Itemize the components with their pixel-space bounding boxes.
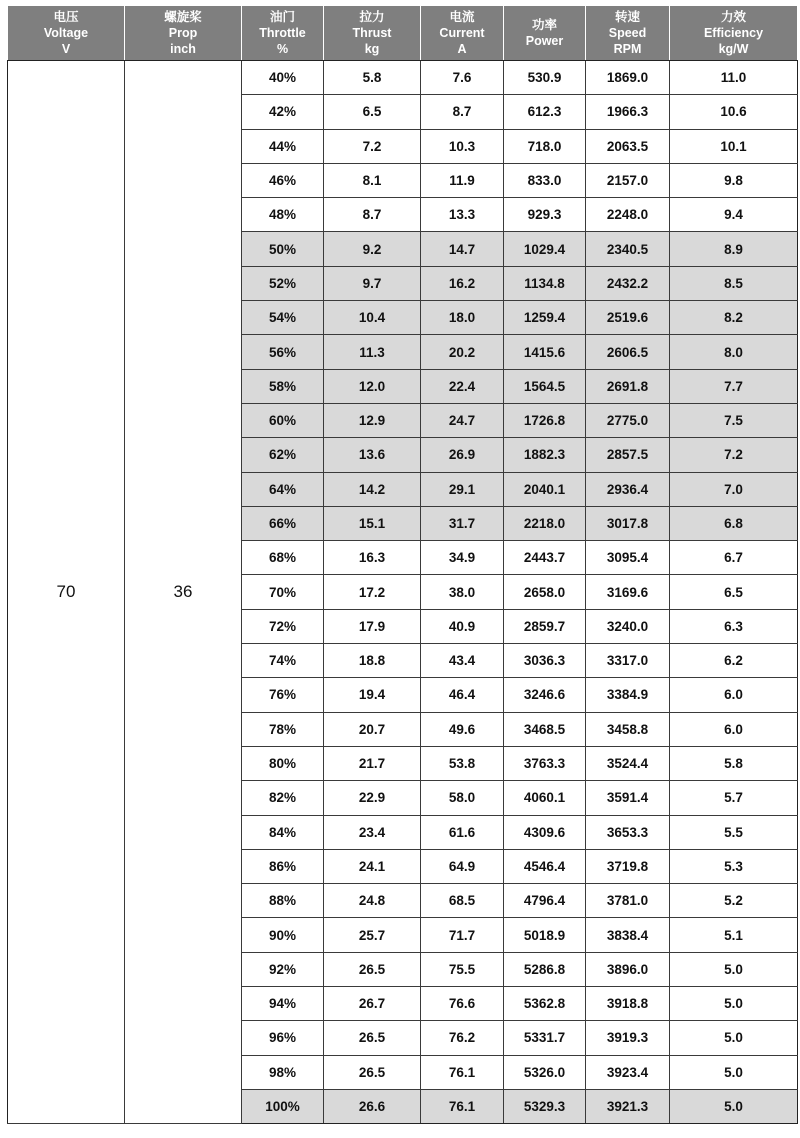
speed-cell: 2606.5 bbox=[586, 335, 670, 369]
header-power-cn: 功率 bbox=[531, 18, 557, 32]
current-cell: 76.6 bbox=[421, 987, 504, 1021]
efficiency-cell: 8.5 bbox=[670, 266, 798, 300]
header-efficiency-en: Efficiency bbox=[703, 26, 764, 40]
efficiency-cell: 10.1 bbox=[670, 129, 798, 163]
power-cell: 5329.3 bbox=[504, 1089, 586, 1123]
table-body bbox=[8, 61, 798, 1124]
thrust-cell: 20.7 bbox=[324, 712, 421, 746]
throttle-cell: 40% bbox=[242, 61, 324, 95]
header-thrust-unit: kg bbox=[364, 42, 380, 56]
thrust-cell: 26.5 bbox=[324, 1021, 421, 1055]
efficiency-cell: 7.5 bbox=[670, 403, 798, 437]
power-cell: 4796.4 bbox=[504, 884, 586, 918]
throttle-cell: 42% bbox=[242, 95, 324, 129]
thrust-cell: 17.9 bbox=[324, 609, 421, 643]
thrust-cell: 17.2 bbox=[324, 575, 421, 609]
efficiency-cell: 6.8 bbox=[670, 506, 798, 540]
header-thrust-en: Thrust bbox=[352, 26, 392, 40]
power-cell: 5286.8 bbox=[504, 952, 586, 986]
current-cell: 16.2 bbox=[421, 266, 504, 300]
thrust-cell: 23.4 bbox=[324, 815, 421, 849]
current-cell: 76.2 bbox=[421, 1021, 504, 1055]
thrust-cell: 9.7 bbox=[324, 266, 421, 300]
header-throttle-en: Throttle bbox=[259, 26, 306, 40]
speed-cell: 3591.4 bbox=[586, 781, 670, 815]
power-cell: 2040.1 bbox=[504, 472, 586, 506]
efficiency-cell: 5.2 bbox=[670, 884, 798, 918]
throttle-cell: 66% bbox=[242, 506, 324, 540]
power-cell: 5326.0 bbox=[504, 1055, 586, 1089]
efficiency-cell: 5.3 bbox=[670, 849, 798, 883]
thrust-cell: 8.7 bbox=[324, 198, 421, 232]
power-cell: 929.3 bbox=[504, 198, 586, 232]
efficiency-cell: 5.8 bbox=[670, 746, 798, 780]
header-current bbox=[421, 6, 504, 61]
efficiency-cell: 5.0 bbox=[670, 1021, 798, 1055]
speed-cell: 3921.3 bbox=[586, 1089, 670, 1123]
throttle-cell: 54% bbox=[242, 301, 324, 335]
current-cell: 20.2 bbox=[421, 335, 504, 369]
speed-cell: 3169.6 bbox=[586, 575, 670, 609]
power-cell: 3036.3 bbox=[504, 644, 586, 678]
throttle-cell: 84% bbox=[242, 815, 324, 849]
current-cell: 18.0 bbox=[421, 301, 504, 335]
throttle-cell: 58% bbox=[242, 369, 324, 403]
thrust-cell: 24.8 bbox=[324, 884, 421, 918]
efficiency-cell: 6.0 bbox=[670, 678, 798, 712]
speed-cell: 3919.3 bbox=[586, 1021, 670, 1055]
power-cell: 2859.7 bbox=[504, 609, 586, 643]
power-cell: 5362.8 bbox=[504, 987, 586, 1021]
header-efficiency-unit: kg/W bbox=[718, 42, 749, 56]
current-cell: 13.3 bbox=[421, 198, 504, 232]
header-speed-cn: 转速 bbox=[614, 10, 640, 24]
throttle-cell: 100% bbox=[242, 1089, 324, 1123]
efficiency-cell: 5.0 bbox=[670, 952, 798, 986]
speed-cell: 3781.0 bbox=[586, 884, 670, 918]
speed-cell: 3458.8 bbox=[586, 712, 670, 746]
efficiency-cell: 11.0 bbox=[670, 61, 798, 95]
thrust-cell: 26.6 bbox=[324, 1089, 421, 1123]
speed-cell: 3896.0 bbox=[586, 952, 670, 986]
header-efficiency bbox=[670, 6, 798, 61]
current-cell: 76.1 bbox=[421, 1055, 504, 1089]
thrust-cell: 18.8 bbox=[324, 644, 421, 678]
header-thrust-cn: 拉力 bbox=[359, 10, 385, 24]
speed-cell: 2432.2 bbox=[586, 266, 670, 300]
efficiency-cell: 5.0 bbox=[670, 1089, 798, 1123]
efficiency-cell: 7.7 bbox=[670, 369, 798, 403]
speed-cell: 2936.4 bbox=[586, 472, 670, 506]
current-cell: 24.7 bbox=[421, 403, 504, 437]
thrust-cell: 26.5 bbox=[324, 952, 421, 986]
thrust-cell: 10.4 bbox=[324, 301, 421, 335]
throttle-cell: 94% bbox=[242, 987, 324, 1021]
speed-cell: 3923.4 bbox=[586, 1055, 670, 1089]
power-cell: 1029.4 bbox=[504, 232, 586, 266]
current-cell: 75.5 bbox=[421, 952, 504, 986]
power-cell: 2218.0 bbox=[504, 506, 586, 540]
speed-cell: 2063.5 bbox=[586, 129, 670, 163]
thrust-cell: 19.4 bbox=[324, 678, 421, 712]
header-prop-en: Prop bbox=[168, 26, 198, 40]
thrust-cell: 16.3 bbox=[324, 541, 421, 575]
motor-test-table-container bbox=[7, 5, 797, 1124]
efficiency-cell: 10.6 bbox=[670, 95, 798, 129]
power-cell: 5331.7 bbox=[504, 1021, 586, 1055]
throttle-cell: 82% bbox=[242, 781, 324, 815]
speed-cell: 3918.8 bbox=[586, 987, 670, 1021]
thrust-cell: 21.7 bbox=[324, 746, 421, 780]
header-power bbox=[504, 6, 586, 61]
power-cell: 3468.5 bbox=[504, 712, 586, 746]
current-cell: 8.7 bbox=[421, 95, 504, 129]
throttle-cell: 78% bbox=[242, 712, 324, 746]
power-cell: 612.3 bbox=[504, 95, 586, 129]
header-prop-cn: 螺旋桨 bbox=[164, 10, 202, 24]
current-cell: 46.4 bbox=[421, 678, 504, 712]
power-cell: 5018.9 bbox=[504, 918, 586, 952]
current-cell: 22.4 bbox=[421, 369, 504, 403]
efficiency-cell: 5.0 bbox=[670, 987, 798, 1021]
header-voltage-en: Voltage bbox=[43, 26, 89, 40]
current-cell: 11.9 bbox=[421, 163, 504, 197]
throttle-cell: 72% bbox=[242, 609, 324, 643]
thrust-cell: 25.7 bbox=[324, 918, 421, 952]
header-voltage bbox=[8, 6, 125, 61]
throttle-cell: 52% bbox=[242, 266, 324, 300]
efficiency-cell: 6.5 bbox=[670, 575, 798, 609]
thrust-cell: 22.9 bbox=[324, 781, 421, 815]
power-cell: 1882.3 bbox=[504, 438, 586, 472]
speed-cell: 3653.3 bbox=[586, 815, 670, 849]
throttle-cell: 50% bbox=[242, 232, 324, 266]
current-cell: 53.8 bbox=[421, 746, 504, 780]
power-cell: 1726.8 bbox=[504, 403, 586, 437]
thrust-cell: 6.5 bbox=[324, 95, 421, 129]
current-cell: 29.1 bbox=[421, 472, 504, 506]
efficiency-cell: 6.0 bbox=[670, 712, 798, 746]
throttle-cell: 86% bbox=[242, 849, 324, 883]
header-prop-unit: inch bbox=[170, 42, 196, 56]
current-cell: 49.6 bbox=[421, 712, 504, 746]
power-cell: 1259.4 bbox=[504, 301, 586, 335]
header-throttle-cn: 油门 bbox=[269, 10, 295, 24]
power-cell: 1564.5 bbox=[504, 369, 586, 403]
throttle-cell: 76% bbox=[242, 678, 324, 712]
throttle-cell: 60% bbox=[242, 403, 324, 437]
thrust-cell: 8.1 bbox=[324, 163, 421, 197]
efficiency-cell: 7.2 bbox=[670, 438, 798, 472]
power-cell: 4309.6 bbox=[504, 815, 586, 849]
throttle-cell: 96% bbox=[242, 1021, 324, 1055]
power-cell: 4060.1 bbox=[504, 781, 586, 815]
table-row bbox=[8, 61, 798, 95]
speed-cell: 2519.6 bbox=[586, 301, 670, 335]
header-throttle bbox=[242, 6, 324, 61]
efficiency-cell: 7.0 bbox=[670, 472, 798, 506]
thrust-cell: 11.3 bbox=[324, 335, 421, 369]
thrust-cell: 7.2 bbox=[324, 129, 421, 163]
current-cell: 64.9 bbox=[421, 849, 504, 883]
speed-cell: 1966.3 bbox=[586, 95, 670, 129]
header-throttle-unit: % bbox=[276, 42, 289, 56]
header-power-en: Power bbox=[525, 34, 564, 48]
speed-cell: 2248.0 bbox=[586, 198, 670, 232]
current-cell: 31.7 bbox=[421, 506, 504, 540]
header-prop bbox=[125, 6, 242, 61]
current-cell: 7.6 bbox=[421, 61, 504, 95]
speed-cell: 2857.5 bbox=[586, 438, 670, 472]
current-cell: 71.7 bbox=[421, 918, 504, 952]
throttle-cell: 98% bbox=[242, 1055, 324, 1089]
throttle-cell: 44% bbox=[242, 129, 324, 163]
current-cell: 61.6 bbox=[421, 815, 504, 849]
power-cell: 1415.6 bbox=[504, 335, 586, 369]
header-speed-en: Speed bbox=[608, 26, 647, 40]
thrust-cell: 14.2 bbox=[324, 472, 421, 506]
throttle-cell: 46% bbox=[242, 163, 324, 197]
header-voltage-cn: 电压 bbox=[53, 10, 79, 24]
thrust-cell: 26.5 bbox=[324, 1055, 421, 1089]
throttle-cell: 88% bbox=[242, 884, 324, 918]
power-cell: 833.0 bbox=[504, 163, 586, 197]
power-cell: 2658.0 bbox=[504, 575, 586, 609]
thrust-cell: 9.2 bbox=[324, 232, 421, 266]
efficiency-cell: 5.0 bbox=[670, 1055, 798, 1089]
current-cell: 76.1 bbox=[421, 1089, 504, 1123]
throttle-cell: 48% bbox=[242, 198, 324, 232]
current-cell: 10.3 bbox=[421, 129, 504, 163]
efficiency-cell: 8.9 bbox=[670, 232, 798, 266]
header-efficiency-cn: 力效 bbox=[720, 10, 746, 24]
efficiency-cell: 6.3 bbox=[670, 609, 798, 643]
efficiency-cell: 5.7 bbox=[670, 781, 798, 815]
speed-cell: 3384.9 bbox=[586, 678, 670, 712]
header-speed bbox=[586, 6, 670, 61]
power-cell: 3246.6 bbox=[504, 678, 586, 712]
thrust-cell: 12.9 bbox=[324, 403, 421, 437]
throttle-cell: 62% bbox=[242, 438, 324, 472]
motor-test-table bbox=[7, 5, 798, 1124]
power-cell: 3763.3 bbox=[504, 746, 586, 780]
thrust-cell: 13.6 bbox=[324, 438, 421, 472]
power-cell: 1134.8 bbox=[504, 266, 586, 300]
thrust-cell: 26.7 bbox=[324, 987, 421, 1021]
current-cell: 40.9 bbox=[421, 609, 504, 643]
speed-cell: 3017.8 bbox=[586, 506, 670, 540]
efficiency-cell: 8.0 bbox=[670, 335, 798, 369]
header-current-unit: A bbox=[457, 42, 467, 56]
current-cell: 14.7 bbox=[421, 232, 504, 266]
current-cell: 68.5 bbox=[421, 884, 504, 918]
throttle-cell: 74% bbox=[242, 644, 324, 678]
efficiency-cell: 6.7 bbox=[670, 541, 798, 575]
speed-cell: 3524.4 bbox=[586, 746, 670, 780]
speed-cell: 3317.0 bbox=[586, 644, 670, 678]
speed-cell: 3838.4 bbox=[586, 918, 670, 952]
current-cell: 34.9 bbox=[421, 541, 504, 575]
header-row bbox=[8, 6, 798, 61]
throttle-cell: 90% bbox=[242, 918, 324, 952]
current-cell: 26.9 bbox=[421, 438, 504, 472]
speed-cell: 3095.4 bbox=[586, 541, 670, 575]
speed-cell: 3719.8 bbox=[586, 849, 670, 883]
efficiency-cell: 5.5 bbox=[670, 815, 798, 849]
thrust-cell: 15.1 bbox=[324, 506, 421, 540]
efficiency-cell: 5.1 bbox=[670, 918, 798, 952]
header-voltage-unit: V bbox=[61, 42, 71, 56]
throttle-cell: 80% bbox=[242, 746, 324, 780]
header-current-en: Current bbox=[439, 26, 485, 40]
speed-cell: 2340.5 bbox=[586, 232, 670, 266]
thrust-cell: 24.1 bbox=[324, 849, 421, 883]
speed-cell: 2157.0 bbox=[586, 163, 670, 197]
speed-cell: 3240.0 bbox=[586, 609, 670, 643]
efficiency-cell: 8.2 bbox=[670, 301, 798, 335]
current-cell: 43.4 bbox=[421, 644, 504, 678]
header-thrust bbox=[324, 6, 421, 61]
power-cell: 4546.4 bbox=[504, 849, 586, 883]
voltage-cell: 70 bbox=[8, 61, 125, 1124]
throttle-cell: 68% bbox=[242, 541, 324, 575]
throttle-cell: 70% bbox=[242, 575, 324, 609]
thrust-cell: 5.8 bbox=[324, 61, 421, 95]
throttle-cell: 92% bbox=[242, 952, 324, 986]
throttle-cell: 64% bbox=[242, 472, 324, 506]
throttle-cell: 56% bbox=[242, 335, 324, 369]
power-cell: 2443.7 bbox=[504, 541, 586, 575]
efficiency-cell: 6.2 bbox=[670, 644, 798, 678]
speed-cell: 1869.0 bbox=[586, 61, 670, 95]
prop-cell: 36 bbox=[125, 61, 242, 1124]
header-current-cn: 电流 bbox=[449, 10, 475, 24]
efficiency-cell: 9.8 bbox=[670, 163, 798, 197]
speed-cell: 2691.8 bbox=[586, 369, 670, 403]
power-cell: 718.0 bbox=[504, 129, 586, 163]
current-cell: 38.0 bbox=[421, 575, 504, 609]
thrust-cell: 12.0 bbox=[324, 369, 421, 403]
efficiency-cell: 9.4 bbox=[670, 198, 798, 232]
power-cell: 530.9 bbox=[504, 61, 586, 95]
current-cell: 58.0 bbox=[421, 781, 504, 815]
header-speed-unit: RPM bbox=[613, 42, 642, 56]
speed-cell: 2775.0 bbox=[586, 403, 670, 437]
